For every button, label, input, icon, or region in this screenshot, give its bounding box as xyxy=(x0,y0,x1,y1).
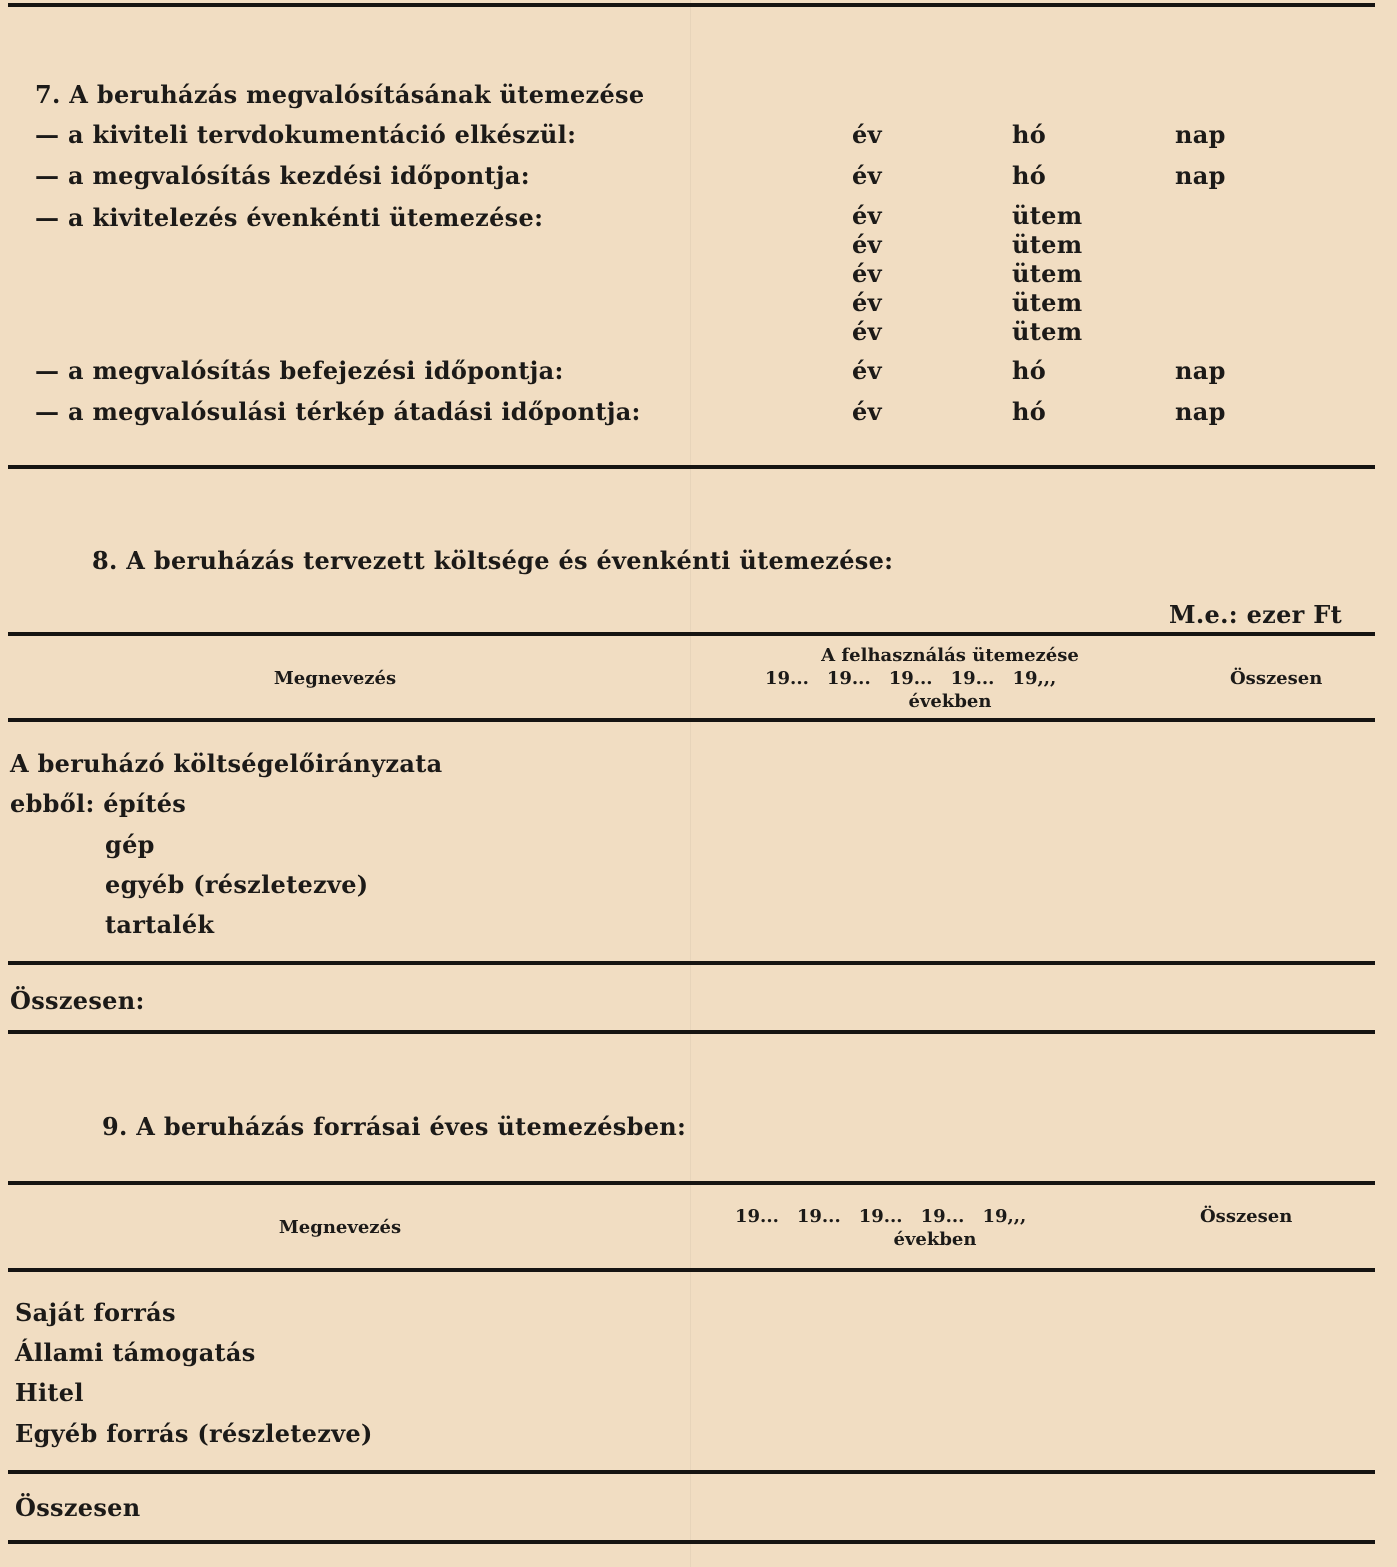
section9-title: 9. A beruházás forrásai éves ütemezésben: xyxy=(102,1112,687,1141)
s9-row-label: Hitel xyxy=(15,1378,84,1407)
year-col: 19... xyxy=(796,1206,841,1227)
section7-title: 7. A beruházás megvalósításának ütemezése xyxy=(35,80,645,109)
s7-row-year: év xyxy=(852,120,882,149)
s9-total-label: Összesen xyxy=(15,1493,141,1522)
s7-row-label: — a kiviteli tervdokumentáció elkészül: xyxy=(35,120,577,149)
year-col: 19,,, xyxy=(982,1206,1027,1227)
year-col: 19... xyxy=(888,668,933,689)
col-header-total: Összesen xyxy=(1200,1206,1293,1227)
year-col: 19... xyxy=(765,668,809,689)
year-col: 19,,, xyxy=(1012,668,1057,689)
s7-row-month: hó xyxy=(1012,120,1047,149)
s7-row-year: év xyxy=(852,259,882,288)
col-header-years-suffix: években xyxy=(908,691,992,712)
page-fold xyxy=(690,0,691,1567)
table-bottom-rule xyxy=(8,1540,1375,1544)
col-header-years-suffix: években xyxy=(893,1229,977,1250)
col-header-name: Megnevezés xyxy=(278,1217,402,1238)
unit-label: M.e.: ezer Ft xyxy=(1169,600,1342,629)
s7-row-label: — a megvalósítás befejezési időpontja: xyxy=(35,356,564,385)
s8-row-label: egyéb (részletezve) xyxy=(105,870,369,899)
s8-row-label: A beruházó költségelőirányzata xyxy=(10,749,443,778)
section8-title: 8. A beruházás tervezett költsége és évenkénti ütemezése: xyxy=(92,546,894,575)
s8-row-label: gép xyxy=(105,830,155,859)
year-col: 19... xyxy=(826,668,871,689)
table-header-rule xyxy=(8,1268,1375,1272)
year-col: 19... xyxy=(858,1206,903,1227)
table-body-rule xyxy=(8,1470,1375,1474)
table-body-rule xyxy=(8,961,1375,965)
s7-row-label: — a kivitelezés évenkénti ütemezése: xyxy=(35,203,544,232)
col-header-years xyxy=(765,668,1074,689)
col-header-name: Megnevezés xyxy=(273,668,397,689)
s8-row-label: tartalék xyxy=(105,910,215,939)
s9-row-label: Saját forrás xyxy=(15,1298,176,1327)
s7-row-month: hó xyxy=(1012,356,1047,385)
s7-row-year: év xyxy=(852,201,882,230)
s7-row-label: — a megvalósítás kezdési időpontja: xyxy=(35,161,530,190)
s7-row-day: nap xyxy=(1175,397,1226,426)
s9-row-label: Egyéb forrás (részletezve) xyxy=(15,1419,373,1448)
year-col: 19... xyxy=(950,668,995,689)
s7-row-phase: ütem xyxy=(1012,201,1083,230)
s7-row-day: nap xyxy=(1175,120,1226,149)
s7-row-year: év xyxy=(852,230,882,259)
year-col: 19... xyxy=(920,1206,965,1227)
table-header-rule xyxy=(8,718,1375,722)
s7-row-day: nap xyxy=(1175,161,1226,190)
table-top-rule xyxy=(8,1181,1375,1185)
top-rule xyxy=(8,3,1375,7)
s7-row-phase: ütem xyxy=(1012,230,1083,259)
s7-row-phase: ütem xyxy=(1012,288,1083,317)
col-header-schedule: A felhasználás ütemezése xyxy=(821,645,1079,666)
table-top-rule xyxy=(8,632,1375,636)
s7-row-year: év xyxy=(852,317,882,346)
s7-row-year: év xyxy=(852,356,882,385)
s7-row-phase: ütem xyxy=(1012,317,1083,346)
table-bottom-rule xyxy=(8,1030,1375,1034)
s7-row-day: nap xyxy=(1175,356,1226,385)
col-header-years xyxy=(735,1206,1044,1227)
s7-row-year: év xyxy=(852,161,882,190)
s7-row-phase: ütem xyxy=(1012,259,1083,288)
s8-total-label: Összesen: xyxy=(10,986,145,1015)
s7-row-year: év xyxy=(852,288,882,317)
s7-row-year: év xyxy=(852,397,882,426)
s7-row-month: hó xyxy=(1012,161,1047,190)
s7-row-label: — a megvalósulási térkép átadási időpontja: xyxy=(35,397,641,426)
s9-row-label: Állami támogatás xyxy=(15,1338,256,1367)
section-divider xyxy=(8,465,1375,469)
s8-row-label: ebből: építés xyxy=(10,789,187,818)
year-col: 19... xyxy=(735,1206,779,1227)
col-header-total: Összesen xyxy=(1230,668,1323,689)
s7-row-month: hó xyxy=(1012,397,1047,426)
